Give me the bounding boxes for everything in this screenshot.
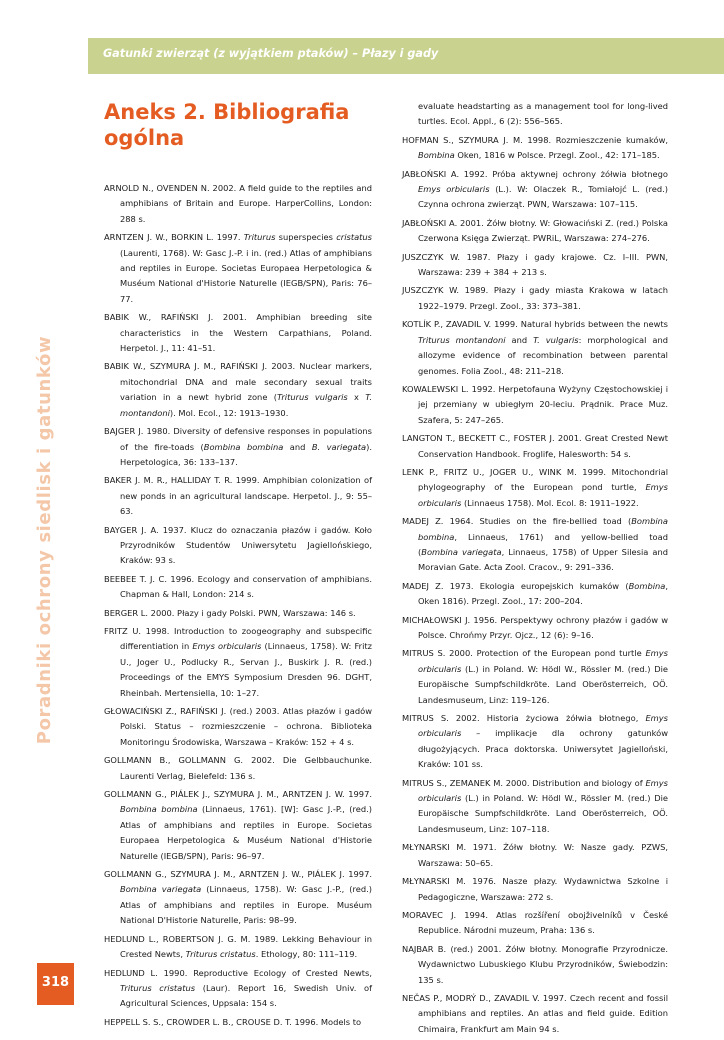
reference-text: and xyxy=(505,334,534,345)
reference-text: BERGER L. 2000. Płazy i gady Polski. PWN, Warszawa: 146 s. xyxy=(104,607,356,618)
series-side-title: Poradniki ochrony siedlisk i gatunków xyxy=(34,335,55,745)
reference-text: MADEJ Z. 1973. Ekologia europejskich kumaków ( xyxy=(402,580,629,591)
reference-text: GOLLMANN B., GOLLMANN G. 2002. Die Gelbbauchunke. Laurenti Verlag, Bielefeld: 136 s. xyxy=(104,755,372,781)
reference-text: HOFMAN S., SZYMURA J. M. 1998. Rozmieszczenie kumaków, xyxy=(402,134,668,145)
reference-italic-text: Bombina bombina xyxy=(120,804,198,815)
reference-text: (Laur). Report 16, Swedish Univ. of Agricultural Sciences, Uppsala: 154 s. xyxy=(120,982,373,1009)
reference-entry xyxy=(402,874,668,905)
references-left-column xyxy=(104,181,372,1033)
reference-italic-text: Emys orbicularis xyxy=(418,482,668,508)
reference-italic-text: Triturus montandoni xyxy=(418,334,506,345)
reference-entry xyxy=(402,991,668,1037)
reference-entry xyxy=(104,753,372,784)
reference-italic-text: Emys orbicularis xyxy=(192,641,262,652)
reference-entry xyxy=(402,840,668,871)
reference-italic-text: Emys orbicularis xyxy=(418,648,668,674)
reference-text: LENK P., FRITZ U., JOGER U., WINK M. 1999. Mitochondrial phylogeography of the European pond turtle, xyxy=(402,466,668,493)
reference-italic-text: Triturus cristatus xyxy=(120,982,196,993)
reference-entry xyxy=(402,317,668,379)
reference-text: MORAVEC J. 1994. Atlas rozšíření obojživelníků v České Republice. Národni muzeum, Praha: 136 s. xyxy=(402,909,668,936)
reference-text: (Laurenti, 1768). W: Gasc J.-P. i in. (red.) Atlas of amphibians and reptiles in Europe. Societas Europaea Herpetologica & Muséum National d'Historie Naturelle (IEGB/SPN), Paris: 76–77. xyxy=(120,247,372,304)
reference-entry xyxy=(402,514,668,576)
reference-text: , Linnaeus, 1758) of Upper Silesia and Moravian Gate. Acta Zool. Cracov., 9: 291–336. xyxy=(418,546,669,573)
section-title-line2: ogólna xyxy=(104,126,185,150)
reference-text: MŁYNARSKI M. 1976. Nasze płazy. Wydawnictwa Szkolne i Pedagogiczne, Warszawa: 272 s. xyxy=(402,876,668,902)
reference-entry xyxy=(402,431,668,462)
reference-text: MITRUS S. 2000. Protection of the European pond turtle xyxy=(402,648,646,659)
page-number: 318 xyxy=(41,975,70,990)
reference-entry xyxy=(402,99,668,130)
reference-text: and xyxy=(283,441,312,452)
reference-entry xyxy=(402,908,668,939)
reference-italic-text: Bombina variegata xyxy=(120,884,202,895)
reference-entry xyxy=(402,250,668,281)
reference-text: MŁYNARSKI M. 1971. Żółw błotny. W: Nasze gady. PZWS, Warszawa: 50–65. xyxy=(402,842,668,868)
reference-text: BEEBEE T. J. C. 1996. Ecology and conservation of amphibians. Chapman & Hall, London: 214 s. xyxy=(104,573,372,600)
reference-text: NEČAS P., MODRÝ D., ZAVADIL V. 1997. Czech recent and fossil amphibians and reptiles. An atlas and field guide. Edition Chimaira, Frankfurt am Main 94 s. xyxy=(402,992,668,1034)
reference-entry xyxy=(104,181,372,227)
reference-italic-text: Bombina xyxy=(418,150,455,161)
reference-italic-text: Emys orbicularis xyxy=(418,777,668,804)
reference-text: GŁOWACIŃSKI Z., RAFIŃSKI J. (red.) 2003. Atlas płazów i gadów Polski. Status – rozmieszczenie – ochrona. Biblioteka Monitoringu Środowiska, Warszawa – Kraków: 152 + 4 s. xyxy=(104,706,372,747)
reference-text: BABIK W., SZYMURA J. M., RAFIŃSKI J. 2003. Nuclear markers, mitochondrial DNA and male secondary sexual traits variation in a newt hybrid zone ( xyxy=(104,361,372,403)
reference-text: (Linnaeus, 1758). W: Fritz U., Joger U., Podlucky R., Servan J., Buskirk J. R. (red.) Proceedings of the EMYS Symposium Dresden 96. DGHT, Rheinbah. Mertensiella, 10: 1–27. xyxy=(120,641,372,698)
reference-text: NAJBAR B. (red.) 2001. Żółw błotny. Monografie Przyrodnicze. Wydawnictwo Lubuskiego Klubu Przyrodników, Świebodzin: 135 s. xyxy=(402,943,668,985)
reference-entry xyxy=(104,424,372,470)
reference-italic-text: Bombina bombina xyxy=(418,516,668,542)
reference-text: ARNTZEN J. W., BORKIN L. 1997. xyxy=(104,232,244,243)
reference-text: JABŁOŃSKI A. 1992. Próba aktywnej ochrony żółwia błotnego xyxy=(402,168,668,179)
reference-italic-text: Triturus cristatus xyxy=(185,949,256,960)
reference-italic-text: Emys orbicularis xyxy=(418,184,490,195)
reference-text: (L.). W: Olaczek R., Tomiałojć L. (red.) Czynna ochrona zwierząt. PWN, Warszawa: 107–115. xyxy=(418,184,668,210)
reference-entry xyxy=(104,606,372,621)
running-title: Gatunki zwierząt (z wyjątkiem ptaków) – Płazy i gady xyxy=(103,47,439,60)
reference-entry xyxy=(402,579,668,610)
reference-text: JUSZCZYK W. 1989. Płazy i gady miasta Krakowa w latach 1922–1979. Przegl. Zool., 33: 373–381. xyxy=(402,285,668,311)
reference-entry xyxy=(402,613,668,644)
reference-text: HEDLUND L. 1990. Reproductive Ecology of Crested Newts, xyxy=(104,967,372,978)
reference-text: MADEJ Z. 1964. Studies on the fire-bellied toad ( xyxy=(402,516,632,527)
reference-text: x xyxy=(347,392,366,403)
reference-text: MICHAŁOWSKI J. 1956. Perspektywy ochrony płazów i gadów w Polsce. Chrońmy Przyr. Ojcz., 12 (6): 9–16. xyxy=(402,614,668,640)
reference-text: – implikacje dla ochrony gatunków długożyjących. Praca doktorska. Uniwersytet Jagielloński, Kraków: 101 ss. xyxy=(418,728,668,770)
reference-text: JABŁOŃSKI A. 2001. Żółw błotny. W: Głowaciński Z. (red.) Polska Czerwona Księga Zwierząt. PWRiL, Warszawa: 274–276. xyxy=(402,217,668,244)
reference-text: (Linnaeus, 1761). [W]: Gasc J.-P., (red.) Atlas of amphibians and reptiles in Europe. Societas Europaea Herpetologica & Muséum National d'Historie Naturelle (IEGB/SPN), Paris: 96–97. xyxy=(120,804,372,861)
reference-italic-text: Bombina bombina xyxy=(203,441,284,452)
section-title-line1: Aneks 2. Bibliografia xyxy=(104,100,350,124)
reference-text: JUSZCZYK W. 1987. Płazy i gady krajowe. Cz. I–III. PWN, Warszawa: 239 + 384 + 213 s. xyxy=(402,251,668,278)
reference-text: Oken, 1816 w Polsce. Przegl. Zool., 42: 171–185. xyxy=(454,150,660,161)
reference-entry xyxy=(104,787,372,864)
reference-entry xyxy=(402,216,668,247)
reference-entry xyxy=(104,572,372,603)
reference-text: MITRUS S., ZEMANEK M. 2000. Distribution and biology of xyxy=(402,777,646,788)
reference-entry xyxy=(104,704,372,750)
reference-entry xyxy=(104,867,372,929)
reference-text: BAYGER J. A. 1937. Klucz do oznaczania płazów i gadów. Koło Przyrodników Studentów Uniwersytetu Jagiellońskiego, Kraków: 93 s. xyxy=(104,524,372,566)
reference-text: ). Mol. Ecol., 12: 1913–1930. xyxy=(169,407,289,418)
references-right-column xyxy=(402,99,668,1040)
reference-text: MITRUS S. 2002. Historia życiowa żółwia błotnego, xyxy=(402,713,646,724)
reference-entry xyxy=(402,283,668,314)
reference-text: , Oken 1816). Przegl. Zool., 17: 200–204. xyxy=(418,580,668,607)
reference-text: FRITZ U. 1998. Introduction to zoogeography and subspecific differentiation in xyxy=(104,625,372,652)
reference-text: HEDLUND L., ROBERTSON J. G. M. 1989. Lekking Behaviour in Crested Newts, xyxy=(104,933,372,960)
reference-text: GOLLMANN G., PIÁLEK J., SZYMURA J. M., ARNTZEN J. W. 1997. xyxy=(104,789,372,800)
reference-italic-text: Emys orbicularis xyxy=(418,713,668,739)
reference-entry xyxy=(402,711,668,773)
reference-text: (Linnaeus, 1758). W: Gasc J.-P., (red.) Atlas of amphibians and reptiles in Europe. Muséum National D'Historie Naturelle, Paris: 98–99. xyxy=(120,884,372,926)
reference-text: superspecies xyxy=(275,232,337,243)
reference-entry xyxy=(104,359,372,421)
reference-text: (L.) in Poland. W: Hödl W., Rössler M. (red.) Die Europäische Sumpfschildkröte. Land Oberösterreich, OÖ. Landesmuseum, Linz: 119–126. xyxy=(418,663,668,705)
reference-text: KOWALEWSKI L. 1992. Herpetofauna Wyżyny Częstochowskiej i jej przemiany w ubiegłym 20-leciu. Prądnik. Prace Muz. Szafera, 5: 247–265. xyxy=(402,383,668,425)
reference-text: GOLLMANN G., SZYMURA J. M., ARNTZEN J. W., PIÁLEK J. 1997. xyxy=(104,869,372,880)
reference-text: ARNOLD N., OVENDEN N. 2002. A field guide to the reptiles and amphibians of Britain and Europe. HarperCollins, London: 288 s. xyxy=(104,183,372,224)
reference-text: LANGTON T., BECKETT C., FOSTER J. 2001. Great Crested Newt Conservation Handbook. Froglife, Halesworth: 54 s. xyxy=(402,433,668,459)
reference-entry xyxy=(402,942,668,988)
reference-text: (Linnaeus 1758). Mol. Ecol. 8: 1911–1922. xyxy=(461,497,639,508)
reference-italic-text: Triturus xyxy=(243,232,276,243)
reference-text: evaluate headstarting as a management tool for long-lived turtles. Ecol. Appl., 6 (2): 556–565. xyxy=(418,101,668,127)
reference-entry xyxy=(402,465,668,511)
reference-entry xyxy=(104,932,372,963)
reference-entry xyxy=(104,473,372,519)
reference-entry xyxy=(104,624,372,701)
reference-entry xyxy=(402,133,668,164)
reference-italic-text: B. variegata xyxy=(311,441,367,452)
reference-text: BABIK W., RAFIŃSKI J. 2001. Amphibian breeding site characteristics in the Western Carpathians, Poland. Herpetol. J., 11: 41–51. xyxy=(104,312,372,354)
reference-italic-text: cristatus xyxy=(336,232,372,243)
reference-italic-text: Bombina variegata xyxy=(421,546,502,557)
reference-entry xyxy=(402,776,668,838)
reference-italic-text: Triturus vulgaris xyxy=(276,392,348,403)
reference-text: KOTLÍK P., ZAVADIL V. 1999. Natural hybrids between the newts xyxy=(402,319,668,330)
reference-text: (L.) in Poland. W: Hödl W., Rössler M. (red.) Die Europäische Sumpfschildkröte. Land Oberösterreich, OÖ. Landesmuseum, Linz: 107–118. xyxy=(418,793,668,834)
reference-entry xyxy=(402,646,668,708)
reference-entry xyxy=(402,167,668,213)
reference-italic-text: T. montandoni xyxy=(120,392,372,418)
reference-entry xyxy=(104,966,372,1012)
reference-text: : morphological and allozyme evidence of recombination between parental genomes. Folia Zool., 48: 211–218. xyxy=(418,334,668,376)
reference-text: BAKER J. M. R., HALLIDAY T. R. 1999. Amphibian colonization of new ponds in an agricultural landscape. Herpetol. J., 9: 55–63. xyxy=(104,475,372,517)
reference-entry xyxy=(104,230,372,307)
reference-text: HEPPELL S. S., CROWDER L. B., CROUSE D. T. 1996. Models to xyxy=(104,1016,362,1027)
reference-entry xyxy=(104,1015,372,1030)
section-title xyxy=(104,99,404,151)
reference-entry xyxy=(104,523,372,569)
reference-text: ). Herpetologica, 36: 133–137. xyxy=(120,441,372,467)
reference-entry xyxy=(402,382,668,428)
reference-text: BAJGER J. 1980. Diversity of defensive responses in populations of the fire-toads ( xyxy=(104,426,372,452)
reference-italic-text: T. vulgaris xyxy=(533,334,579,345)
reference-text: . Ethology, 80: 111–119. xyxy=(255,949,358,960)
reference-entry xyxy=(104,310,372,356)
reference-italic-text: Bombina xyxy=(628,580,666,591)
reference-text: , Linnaeus, 1761) and yellow-bellied toad ( xyxy=(418,531,668,557)
